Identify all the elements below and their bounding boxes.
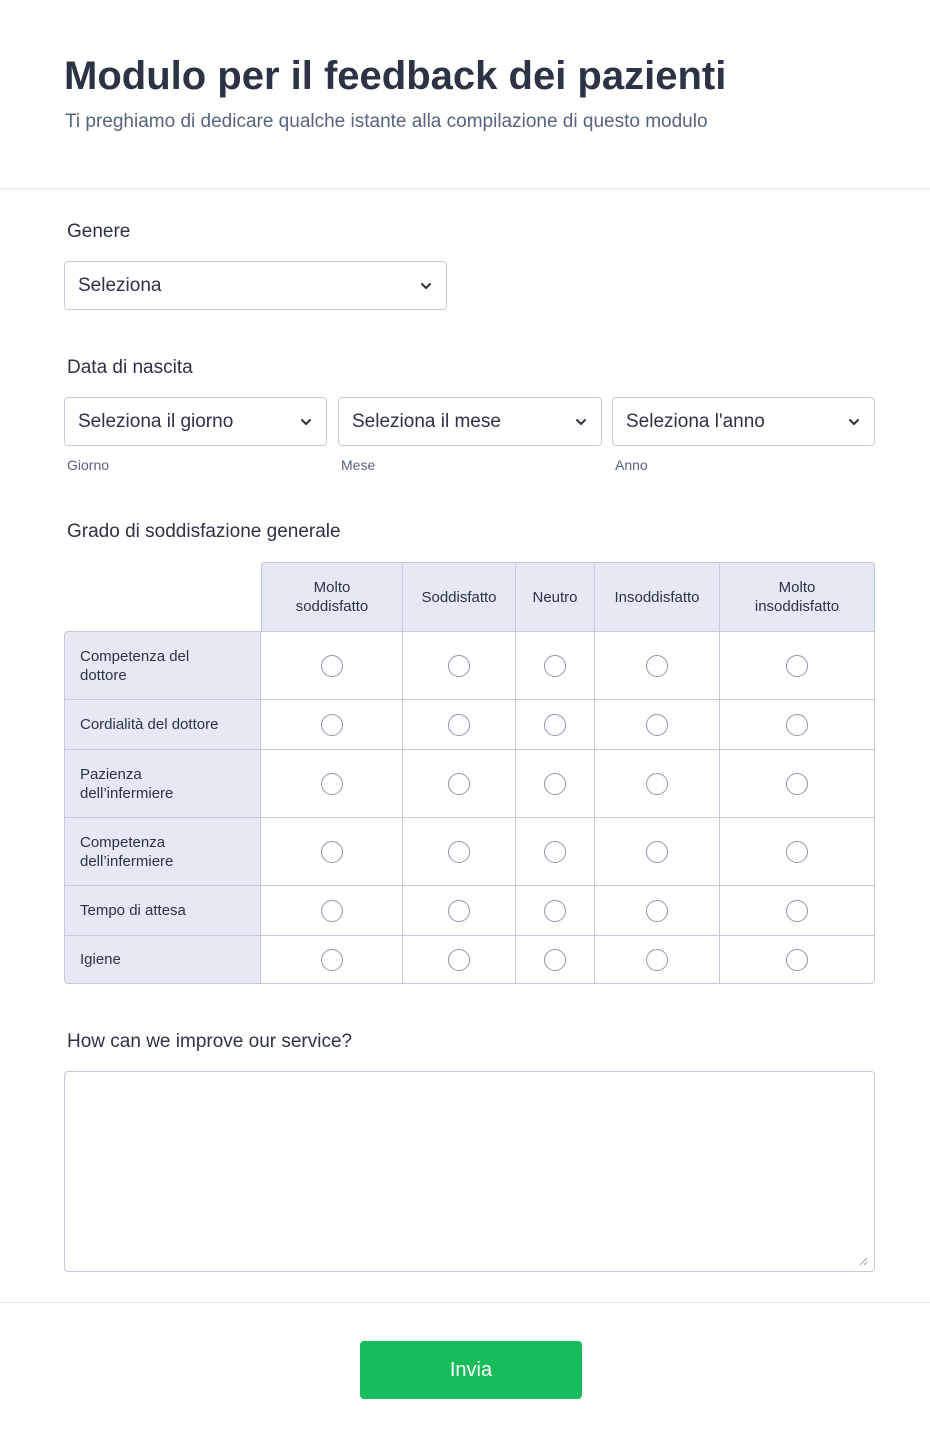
radio-option[interactable] [544,949,566,971]
radio-option[interactable] [448,773,470,795]
birthdate-label: Data di nascita [67,357,193,378]
matrix-row [64,885,875,935]
radio-option[interactable] [321,773,343,795]
matrix-row [64,631,875,699]
column-header: Molto soddisfatto [261,562,403,631]
radio-option[interactable] [646,949,668,971]
radio-option[interactable] [786,773,808,795]
satisfaction-matrix [64,562,875,984]
gender-select[interactable] [64,261,447,310]
radio-option[interactable] [786,949,808,971]
page-subtitle: Ti preghiamo di dedicare qualche istante alla compilazione di questo modulo [65,111,708,132]
radio-option[interactable] [786,655,808,677]
row-header: Pazienza dell’infermiere [64,749,261,817]
radio-option[interactable] [786,841,808,863]
gender-select-value: Seleziona [78,274,162,296]
column-header: Soddisfatto [403,562,516,631]
column-header: Molto insoddisfatto [720,562,875,631]
improve-textarea[interactable] [64,1071,875,1272]
matrix-corner [64,562,261,631]
birth-month-select[interactable] [338,397,602,446]
radio-option[interactable] [544,900,566,922]
column-header: Neutro [516,562,595,631]
matrix-row [64,817,875,885]
radio-option[interactable] [646,841,668,863]
row-header: Competenza del dottore [64,631,261,699]
birth-day-sublabel: Giorno [67,457,110,473]
birth-month-sublabel: Mese [341,457,376,473]
matrix-row [64,749,875,817]
radio-option[interactable] [786,900,808,922]
radio-option[interactable] [321,655,343,677]
radio-option[interactable] [786,714,808,736]
radio-option[interactable] [321,841,343,863]
radio-option[interactable] [646,900,668,922]
radio-option[interactable] [544,655,566,677]
radio-option[interactable] [448,714,470,736]
radio-option[interactable] [321,900,343,922]
radio-option[interactable] [448,949,470,971]
improve-label: How can we improve our service? [67,1031,353,1052]
chevron-down-icon [300,416,312,428]
chevron-down-icon [848,416,860,428]
row-header: Competenza dell’infermiere [64,817,261,885]
birth-month-select-value: Seleziona il mese [352,410,501,432]
birth-year-select[interactable] [612,397,875,446]
radio-option[interactable] [544,714,566,736]
row-header: Tempo di attesa [64,885,261,935]
radio-option[interactable] [544,773,566,795]
submit-button[interactable]: Invia [360,1341,582,1399]
page-title: Modulo per il feedback dei pazienti [64,54,727,98]
gender-label: Genere [67,221,131,242]
form-header [0,0,930,189]
column-header: Insoddisfatto [595,562,720,631]
chevron-down-icon [420,280,432,292]
radio-option[interactable] [544,841,566,863]
radio-option[interactable] [448,841,470,863]
row-header: Igiene [64,935,261,984]
radio-option[interactable] [646,714,668,736]
satisfaction-label: Grado di soddisfazione generale [67,521,341,542]
birth-year-select-value: Seleziona l'anno [626,410,765,432]
matrix-row [64,935,875,984]
birth-year-sublabel: Anno [615,457,648,473]
radio-option[interactable] [646,655,668,677]
radio-option[interactable] [448,655,470,677]
row-header: Cordialità del dottore [64,699,261,749]
radio-option[interactable] [646,773,668,795]
radio-option[interactable] [321,949,343,971]
resize-grip-icon[interactable] [858,1256,868,1266]
footer-divider [0,1302,930,1303]
radio-option[interactable] [448,900,470,922]
birth-day-select-value: Seleziona il giorno [78,410,234,432]
matrix-row [64,699,875,749]
birth-day-select[interactable] [64,397,327,446]
chevron-down-icon [575,416,587,428]
radio-option[interactable] [321,714,343,736]
